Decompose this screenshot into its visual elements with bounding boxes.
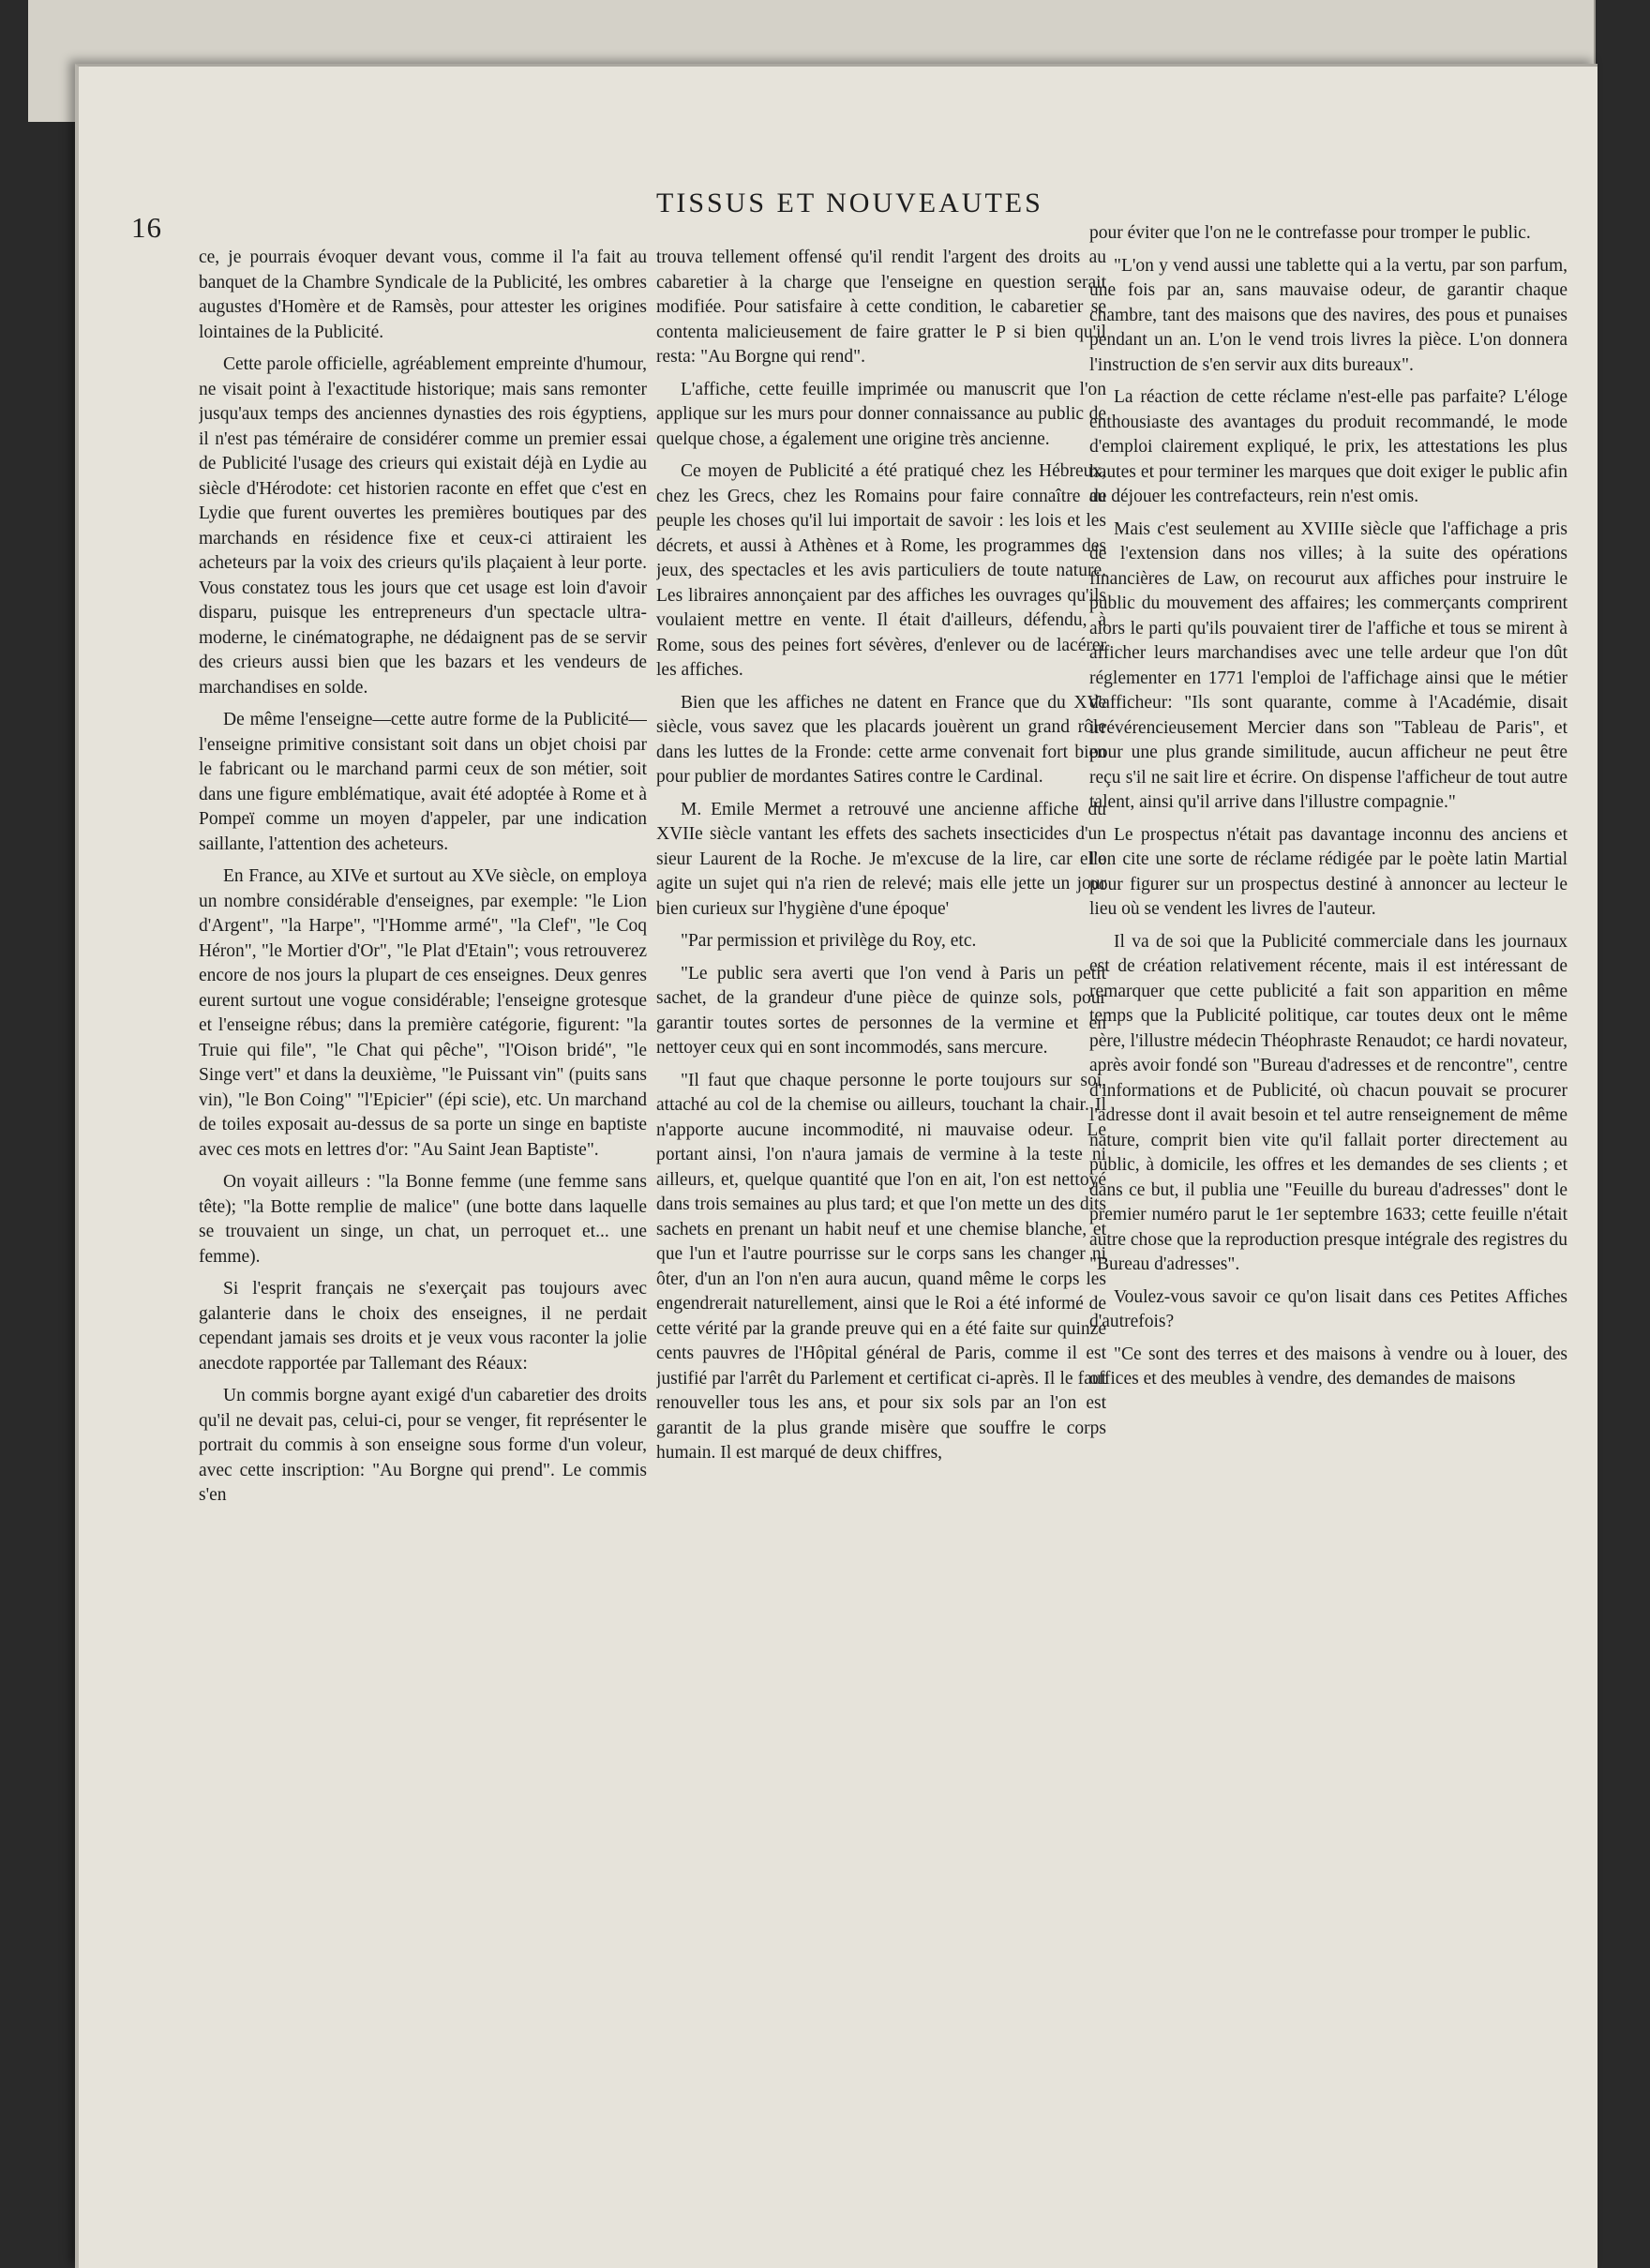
paragraph: "Le public sera averti que l'on vend à Paris un petit sachet, de la grandeur d'une pièce de quinze sols, pour garantir toutes sortes de personnes de la vermine et en nettoyer ceux qui en sont incommodés, sans mercure.	[656, 963, 1106, 1058]
paragraph: "Par permission et privilège du Roy, etc.	[681, 931, 977, 951]
paragraph: En France, au XIVe et surtout au XVe siècle, on employa un nombre considérable d'enseignes, par exemple: "le Lion d'Argent", "la Harpe", "l'Homme armé", "la Clef", "le Coq Héron", "le Mortier d'Or", "le Plat d'Etain"; vous retrouverez encore de nos jours la plupart de ces enseignes. Deux genres eurent surtout une vogue considérable; l'enseigne grotesque et l'enseigne rébus; dans la première catégorie, figurent: "la Truie qui file", "le Chat qui pêche", "l'Oison bridé", "le Singe vert" et dans la deuxième, "le Puissant vin" (puits sans vin), "le Bon Coing" "l'Epicier" (épi scie), etc. Un marchand de toiles exposait au-dessus de sa porte un singe en baptiste avec ces mots en lettres d'or: "Au Saint Jean Baptiste".	[199, 866, 647, 1160]
paragraph: Voulez-vous savoir ce qu'on lisait dans ces Petites Affiches d'autrefois?	[1089, 1286, 1568, 1331]
paragraph: Cette parole officielle, agréablement empreinte d'humour, ne visait point à l'exactitude historique; mais sans remonter jusqu'aux temps des anciennes dynasties des rois égyptiens, il n'est pas téméraire de considérer comme un premier essai de Publicité l'usage des crieurs qui existait déjà en Lydie au siècle d'Hérodote: cet historien raconte en effet que c'est en Lydie que furent ouvertes les premières boutiques par des marchands en résidence fixe et ceux-ci attiraient les acheteurs par la voix des crieurs qu'ils plaçaient à leur porte. Vous constatez tous les jours que cet usage est loin d'avoir disparu, puisque les entrepreneurs d'un spectacle ultra-moderne, le cinématographe, ne dédaignent pas de se servir des crieurs aussi bien que les bazars et les vendeurs de marchandises en solde.	[199, 354, 647, 698]
text-column-2	[656, 246, 1106, 2121]
paragraph: "L'on y vend aussi une tablette qui a la vertu, par son parfum, une fois par an, sans mauvaise odeur, de garantir chaque chambre, tant des maisons que des navires, des pous et punaises pendant un an. L'on le vend trois livres la pièce. L'on donnera l'instruction de s'en servir aux dits bureaux".	[1089, 255, 1568, 375]
text-column-1	[199, 246, 647, 2121]
paragraph: Si l'esprit français ne s'exerçait pas toujours avec galanterie dans le choix des enseignes, il ne perdait cependant jamais ses droits et je veux vous raconter la jolie anecdote rapportée par Tallemant des Réaux:	[199, 1279, 647, 1374]
paragraph: "Il faut que chaque personne le porte toujours sur soi, attaché au col de la chemise ou ailleurs, touchant la chair. Il n'apporte aucune incommodité, ni mauvaise odeur. Le portant ainsi, l'on n'aura jamais de vermine à la teste ni ailleurs, et, quelque quantité que l'on en ait, l'on est nettoyé dans trois semaines au plus tard; et que l'on mette un des dits sachets en prenant un habit neuf et une chemise blanche, et que l'un et l'autre pourrisse sur le corps sans les changer ni ôter, d'un an l'on n'en aura aucun, quand même le corps les engendrerait naturellement, ainsi que le Roi a été informé de cette vérité par la grande preuve qui en a été faite sur quinze cents pauvres de l'Hôpital général de Paris, comme il est justifié par l'arrêt du Parlement et certificat ci-après. Il le faut renouveller tous les ans, et pour six sols par an l'on est garantit de la plus grande misère que souffre le corps humain. Il est marqué de deux chiffres,	[656, 1070, 1106, 1463]
page-number: 16	[131, 211, 162, 244]
paragraph: Un commis borgne ayant exigé d'un cabaretier des droits qu'il ne devait pas, celui-ci, pour se venger, fit représenter le portrait du commis à son enseigne sous forme d'un voleur, avec cette inscription: "Au Borgne qui prend". Le commis s'en	[199, 1386, 647, 1505]
paragraph: Mais c'est seulement au XVIIIe siècle que l'affichage a pris de l'extension dans nos villes; à la suite des opérations financières de Law, on recourut aux affiches pour instruire le public du mouvement des affaires; les commerçants comprirent alors le parti qu'ils pouvaient tirer de l'affiche et tous se mirent à afficher leurs marchandises avec une telle ardeur que l'on dût réglementer en 1771 l'emploi de l'affichage ainsi que le métier d'afficheur: "Ils sont quarante, comme à l'Académie, disait irrévérencieusement Mercier dans son "Tableau de Paris", et pour une plus grande similitude, aucun afficheur ne peut être reçu s'il ne sait lire et écrire. On dispense l'afficheur de tout autre talent, ainsi qu'il arrive dans l'illustre compagnie."	[1089, 518, 1568, 812]
paragraph: trouva tellement offensé qu'il rendit l'argent des droits au cabaretier à la charge que l'enseigne en question serait modifiée. Pour satisfaire à cette condition, le cabaretier se contenta malicieusement de faire gratter le P si bien qu'il resta: "Au Borgne qui rend".	[656, 248, 1106, 367]
paragraph: pour éviter que l'on ne le contrefasse pour tromper le public.	[1089, 223, 1531, 243]
paragraph: L'affiche, cette feuille imprimée ou manuscrit que l'on applique sur les murs pour donner connaissance au public de quelque chose, a également une origine très ancienne.	[656, 379, 1106, 449]
paragraph: La réaction de cette réclame n'est-elle pas parfaite? L'éloge enthousiaste des avantages du produit recommandé, le mode d'emploi clairement expliqué, le prix, les attestations les plus hautes et pour terminer les marques que doit exiger le public afin de déjouer les contrefacteurs, rein n'est omis.	[1089, 387, 1568, 506]
paragraph: De même l'enseigne—cette autre forme de la Publicité—l'enseigne primitive consistant soit dans un objet choisi par le fabricant ou le marchand parmi ceux de son métier, soit dans une figure emblématique, avait été adoptée à Rome et à Pompeï comme un moyen d'appeler, par une indication saillante, l'attention des acheteurs.	[199, 710, 647, 854]
running-head: TISSUS ET NOUVEAUTES	[656, 188, 1043, 218]
paragraph: On voyait ailleurs : "la Bonne femme (une femme sans tête); "la Botte remplie de malice" (une botte dans laquelle se trouvaient un singe, un chat, un perroquet et... une femme).	[199, 1172, 647, 1267]
text-column-3	[1089, 221, 1568, 2096]
paragraph: M. Emile Mermet a retrouvé une ancienne affiche du XVIIe siècle vantant les effets des sachets insecticides d'un sieur Laurent de la Roche. Je m'excuse de la lire, car elle agite un sujet qui n'a rien de relevé; mais elle jette un jour bien curieux sur l'hygiène d'une époque'	[656, 799, 1106, 919]
paragraph: Ce moyen de Publicité a été pratiqué chez les Hébreux, chez les Grecs, chez les Romains pour faire connaître au peuple les choses qu'il lui importait de savoir : les lois et les décrets, et aussi à Athènes et à Rome, les programmes des jeux, des spectacles et les avis particuliers de toute nature. Les libraires annonçaient par des affiches les ouvrages qu'ils voulaient mettre en vente. Il était d'ailleurs, défendu, à Rome, sous des peines fort sévères, d'enlever ou de lacérer les affiches.	[656, 461, 1106, 680]
paragraph: ce, je pourrais évoquer devant vous, comme il l'a fait au banquet de la Chambre Syndicale de la Publicité, les ombres augustes d'Homère et de Ramsès, pour attester les origines lointaines de la Publicité.	[199, 248, 647, 342]
paragraph: Le prospectus n'était pas davantage inconnu des anciens et l'on cite une sorte de réclame rédigée par le poète latin Martial pour figurer sur un prospectus destiné à annoncer au lecteur le lieu où se vendent les livres de l'auteur.	[1089, 824, 1568, 919]
paragraph: Il va de soi que la Publicité commerciale dans les journaux est de création relativement récente, mais il est intéressant de remarquer que cette publicité a fait son apparition en même temps que la Publicité politique, car toutes deux ont le même père, l'illustre médecin Théophraste Renaudot; ce hardi novateur, après avoir fondé son "Bureau d'adresses et de rencontre", centre d'informations et de Publicité, où chacun pouvait se procurer l'adresse dont il avait besoin et tel autre renseignement de même nature, comprit bien vite qu'il fallait porter directement au public, à domicile, les offres et les demandes de ses clients ; et dans ce but, il publia une "Feuille du bureau d'adresses" dont le premier numéro parut le 1er septembre 1633; cette feuille n'était autre chose que la reproduction presque intégrale des registres du "Bureau d'adresses".	[1089, 931, 1568, 1274]
paragraph: Bien que les affiches ne datent en France que du XVe siècle, vous savez que les placards jouèrent un grand rôle dans les luttes de la Fronde: cette arme convenait fort bien pour publier de mordantes Satires contre le Cardinal.	[656, 692, 1106, 787]
paragraph: "Ce sont des terres et des maisons à vendre ou à louer, des offices et des meubles à vendre, des demandes de maisons	[1089, 1344, 1568, 1389]
